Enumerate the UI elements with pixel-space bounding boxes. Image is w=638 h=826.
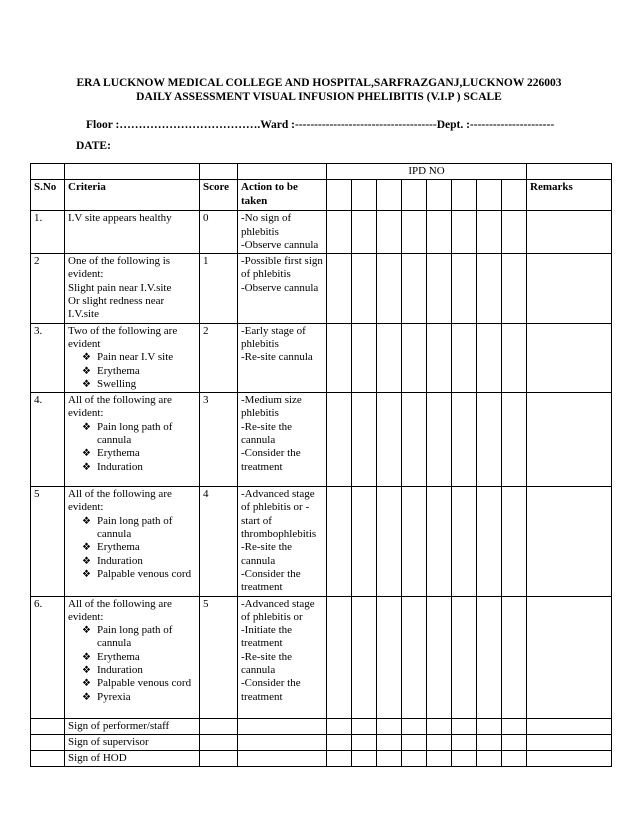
score-header: Score <box>200 180 238 211</box>
sno-cell: 4. <box>31 393 65 487</box>
ipd-cell <box>427 211 452 254</box>
ipd-cell <box>502 180 527 211</box>
action-cell <box>238 596 327 718</box>
criteria-line: All of the following are evident: <box>68 488 172 514</box>
criteria-line: Or slight redness near I.V.site <box>68 295 165 321</box>
action-line: -Possible first sign of phlebitis <box>241 255 323 281</box>
ipd-cell <box>452 211 477 254</box>
signature-cell <box>502 734 527 750</box>
criteria-cell <box>65 487 200 596</box>
action-cell <box>238 718 327 734</box>
ipd-cell <box>427 487 452 596</box>
sno-cell <box>31 751 65 767</box>
criteria-cell <box>65 323 200 392</box>
action-line: -Re-site the cannula <box>241 541 293 567</box>
criteria-bullets <box>68 624 196 704</box>
ipd-cell <box>352 393 377 487</box>
ipd-cell <box>427 180 452 211</box>
sno-cell: 6. <box>31 596 65 718</box>
sno-header: S.No <box>31 180 65 211</box>
signature-cell <box>427 734 452 750</box>
signature-cell <box>477 751 502 767</box>
bullet-item <box>82 541 196 554</box>
ipd-cell <box>452 254 477 323</box>
table-row <box>31 211 612 254</box>
ipd-cell <box>377 596 402 718</box>
bullet-text: Pyrexia <box>97 690 131 703</box>
ipd-row <box>31 164 612 180</box>
remarks-cell <box>527 734 612 750</box>
bullet-item <box>82 447 196 460</box>
diamond-bullet-icon: ❖ <box>82 352 91 364</box>
table-row <box>31 487 612 596</box>
ipd-cell <box>427 254 452 323</box>
ipd-cell <box>452 393 477 487</box>
action-line: -Re-site the cannula <box>241 420 293 447</box>
remarks-cell <box>527 487 612 596</box>
score-cell: 0 <box>200 211 238 254</box>
diamond-bullet-icon: ❖ <box>82 542 91 554</box>
bullet-item <box>82 421 196 448</box>
diamond-bullet-icon: ❖ <box>82 555 91 567</box>
action-cell <box>238 254 327 323</box>
score-cell: 4 <box>200 487 238 596</box>
score-cell: 1 <box>200 254 238 323</box>
action-cell <box>238 751 327 767</box>
ipd-cell <box>402 254 427 323</box>
criteria-bullets <box>68 351 196 391</box>
diamond-bullet-icon: ❖ <box>82 678 91 690</box>
action-cell <box>238 211 327 254</box>
criteria-cell <box>65 254 200 323</box>
sign-label: Sign of supervisor <box>65 734 200 750</box>
criteria-line: Two of the following are evident <box>68 324 178 350</box>
remarks-cell <box>527 751 612 767</box>
ipd-no-label: IPD NO <box>327 164 527 180</box>
bullet-item <box>82 515 196 542</box>
ipd-cell <box>352 487 377 596</box>
bullet-text: Erythema <box>97 541 140 554</box>
remarks-cell <box>527 596 612 718</box>
bullet-text: Pain long path of cannula <box>97 514 173 541</box>
sign-row <box>31 751 612 767</box>
table-row <box>31 596 612 718</box>
signature-cell <box>427 751 452 767</box>
ipd-cell <box>352 211 377 254</box>
signature-cell <box>377 734 402 750</box>
sign-row <box>31 718 612 734</box>
ipd-cell <box>377 211 402 254</box>
criteria-cell <box>65 211 200 254</box>
ipd-cell <box>377 393 402 487</box>
ipd-cell <box>327 254 352 323</box>
diamond-bullet-icon: ❖ <box>82 515 91 527</box>
bullet-text: Palpable venous cord <box>97 677 192 690</box>
ipd-cell <box>402 211 427 254</box>
ipd-cell <box>452 323 477 392</box>
signature-cell <box>452 751 477 767</box>
action-line: -Consider the treatment <box>241 567 301 594</box>
diamond-bullet-icon: ❖ <box>82 421 91 433</box>
sign-row <box>31 734 612 750</box>
criteria-line: One of the following is evident: <box>68 255 171 281</box>
sno-cell: 1. <box>31 211 65 254</box>
bullet-text: Erythema <box>97 650 140 663</box>
score-cell: 2 <box>200 323 238 392</box>
criteria-line: Slight pain near I.V.site <box>68 281 172 294</box>
remarks-header: Remarks <box>527 180 612 211</box>
ipd-cell <box>402 596 427 718</box>
ipd-cell <box>352 254 377 323</box>
sno-cell: 5 <box>31 487 65 596</box>
ipd-cell <box>502 254 527 323</box>
bullet-item <box>82 555 196 568</box>
ipd-cell <box>327 180 352 211</box>
action-line: -Observe cannula <box>241 281 319 294</box>
remarks-cell <box>527 393 612 487</box>
ipd-cell <box>402 180 427 211</box>
signature-cell <box>352 718 377 734</box>
ipd-cell <box>402 487 427 596</box>
diamond-bullet-icon: ❖ <box>82 448 91 460</box>
ipd-cell <box>502 596 527 718</box>
ipd-cell <box>402 393 427 487</box>
signature-cell <box>327 751 352 767</box>
bullet-text: Swelling <box>97 377 137 390</box>
signature-cell <box>477 734 502 750</box>
signature-cell <box>502 718 527 734</box>
ipd-cell <box>452 596 477 718</box>
bullet-item <box>82 624 196 651</box>
ipd-cell <box>477 254 502 323</box>
ipd-cell <box>477 596 502 718</box>
diamond-bullet-icon: ❖ <box>82 625 91 637</box>
bullet-text: Palpable venous cord <box>97 567 192 580</box>
score-cell: 5 <box>200 596 238 718</box>
ipd-cell <box>327 393 352 487</box>
ipd-cell <box>477 211 502 254</box>
sno-cell <box>31 718 65 734</box>
action-header: Action to be taken <box>238 180 327 211</box>
diamond-bullet-icon: ❖ <box>82 568 91 580</box>
bullet-text: Induration <box>97 460 143 473</box>
action-line: -Early stage of phlebitis <box>241 324 306 350</box>
action-line: -Observe cannula <box>241 238 319 251</box>
signature-cell <box>327 734 352 750</box>
ipd-cell <box>477 180 502 211</box>
ipd-cell <box>427 393 452 487</box>
sign-label: Sign of HOD <box>65 751 200 767</box>
ipd-cell <box>452 180 477 211</box>
action-cell <box>238 734 327 750</box>
action-cell <box>238 487 327 596</box>
ipd-cell <box>377 254 402 323</box>
date-label: DATE: <box>76 140 111 152</box>
ipd-cell <box>327 323 352 392</box>
bullet-item <box>82 691 196 704</box>
signature-cell <box>427 718 452 734</box>
remarks-cell <box>527 323 612 392</box>
signature-cell <box>402 718 427 734</box>
diamond-bullet-icon: ❖ <box>82 365 91 377</box>
ipd-cell <box>502 323 527 392</box>
bullet-text: Induration <box>97 554 143 567</box>
criteria-cell <box>65 393 200 487</box>
sno-cell <box>31 734 65 750</box>
criteria-bullets <box>68 421 196 474</box>
diamond-bullet-icon: ❖ <box>82 665 91 677</box>
score-cell: 3 <box>200 393 238 487</box>
bullet-item <box>82 461 196 474</box>
bullet-item <box>82 677 196 690</box>
bullet-item <box>82 351 196 364</box>
diamond-bullet-icon: ❖ <box>82 651 91 663</box>
ipd-cell <box>477 393 502 487</box>
criteria-bullets <box>68 515 196 581</box>
sign-label: Sign of performer/staff <box>65 718 200 734</box>
ipd-cell <box>502 487 527 596</box>
ipd-cell <box>352 180 377 211</box>
table-row <box>31 254 612 323</box>
diamond-bullet-icon: ❖ <box>82 461 91 473</box>
ipd-cell <box>402 323 427 392</box>
criteria-cell <box>65 596 200 718</box>
signature-cell <box>377 751 402 767</box>
criteria-line: All of the following are evident: <box>68 597 172 623</box>
action-line: -Advanced stage of phlebitis or -start of thrombophlebitis <box>241 488 317 541</box>
signature-cell <box>352 751 377 767</box>
ipd-cell <box>477 323 502 392</box>
scale-title: DAILY ASSESSMENT VISUAL INFUSION PHELIBITIS (V.I.P ) SCALE <box>136 91 502 103</box>
criteria-line: I.V site appears healthy <box>68 212 172 225</box>
bullet-item <box>82 365 196 378</box>
ipd-cell <box>352 323 377 392</box>
bullet-text: Pain long path of cannula <box>97 420 173 447</box>
table-row <box>31 393 612 487</box>
action-line: -Re-site cannula <box>241 351 313 364</box>
criteria-line: All of the following are evident: <box>68 394 172 420</box>
action-line: -Consider the treatment <box>241 677 301 703</box>
signature-cell <box>402 751 427 767</box>
remarks-cell <box>527 254 612 323</box>
signature-cell <box>402 734 427 750</box>
action-line: -Consider the treatment <box>241 447 301 473</box>
signature-cell <box>452 734 477 750</box>
action-line: -Medium size phlebitis <box>241 394 302 420</box>
bullet-text: Pain near I.V site <box>97 351 174 364</box>
ipd-cell <box>452 487 477 596</box>
ipd-cell <box>377 323 402 392</box>
score-cell <box>200 718 238 734</box>
bullet-text: Pain long path of cannula <box>97 624 173 650</box>
bullet-text: Erythema <box>97 447 140 460</box>
ipd-cell <box>327 596 352 718</box>
remarks-cell <box>527 718 612 734</box>
ipd-cell <box>502 211 527 254</box>
sno-cell: 3. <box>31 323 65 392</box>
remarks-cell <box>527 211 612 254</box>
bullet-text: Erythema <box>97 364 140 377</box>
action-line: -Re-site the cannula <box>241 650 293 677</box>
diamond-bullet-icon: ❖ <box>82 378 91 390</box>
score-cell <box>200 751 238 767</box>
ipd-cell <box>377 180 402 211</box>
action-cell <box>238 323 327 392</box>
bullet-item <box>82 651 196 664</box>
ipd-cell <box>327 211 352 254</box>
action-cell <box>238 393 327 487</box>
signature-cell <box>377 718 402 734</box>
hospital-title: ERA LUCKNOW MEDICAL COLLEGE AND HOSPITAL,SARFRAZGANJ,LUCKNOW 226003 <box>76 77 562 89</box>
signature-cell <box>477 718 502 734</box>
table-row <box>31 323 612 392</box>
bullet-item <box>82 664 196 677</box>
ipd-cell <box>427 596 452 718</box>
ipd-cell <box>352 596 377 718</box>
bullet-item <box>82 378 196 391</box>
ipd-cell <box>427 323 452 392</box>
ipd-cell <box>327 487 352 596</box>
action-line: -Initiate the treatment <box>241 624 293 650</box>
action-line: -No sign of phlebitis <box>241 212 292 238</box>
floor-ward-dept-line: Floor :……………………………….Ward :-------------------------------------Dept. :---------------------- <box>86 119 555 131</box>
header-row <box>31 180 612 211</box>
score-cell <box>200 734 238 750</box>
signature-cell <box>352 734 377 750</box>
vip-scale-table <box>30 163 612 767</box>
signature-cell <box>452 718 477 734</box>
bullet-item <box>82 568 196 581</box>
signature-cell <box>502 751 527 767</box>
action-line: -Advanced stage of phlebitis or <box>241 597 315 623</box>
ipd-cell <box>477 487 502 596</box>
sno-cell: 2 <box>31 254 65 323</box>
criteria-header: Criteria <box>65 180 200 211</box>
diamond-bullet-icon: ❖ <box>82 691 91 703</box>
signature-cell <box>327 718 352 734</box>
ipd-cell <box>377 487 402 596</box>
bullet-text: Induration <box>97 664 143 677</box>
ipd-cell <box>502 393 527 487</box>
